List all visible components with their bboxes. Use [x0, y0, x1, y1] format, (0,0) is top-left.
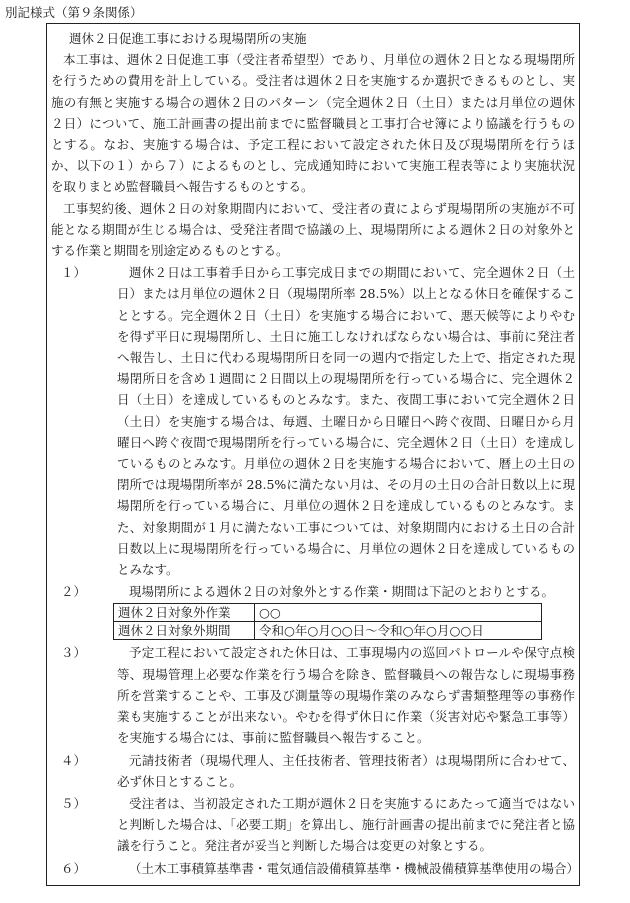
document-body [51, 28, 580, 879]
list-number: ４） [61, 752, 87, 768]
table-cell-label: 週休２日対象外期間 [114, 622, 255, 640]
list-text: 週休２日は工事着手日から工事完成日までの期間において、完全週休２日（土日）または月単位の週休２日（現場閉所率 28.5%）以上となる休日を確保することとする。完全週休２日（土日）を実施する場合において、悪天候等によりやむを得ず平日に現場閉所し、土日に施工しなければならない場合は、事前に発注者へ報告し、土日に代わる現場閉所日を同一の週内で指定した上で、指定された現場閉所日を含め１週間に２日間以上の現場閉所を行っている場合に、完全週休２日（土日）を達成しているものとみなす。また、夜間工事において完全週休２日（土日）を実施する場合は、毎週、土曜日から日曜日へ跨ぐ夜間、日曜日から月曜日へ跨ぐ夜間で現場閉所を行っている場合に、完全週休２日（土日）を達成しているものとみなす。月単位の週休２日を実施する場合において、暦上の土日の閉所では現場閉所率が 28.5%に満たない月は、その月の土日の合計日数以上に現場閉所を行っている場合に、月単位の週休２日を達成しているものとみなす。また、対象期間が１月に満たない工事については、対象期間内における土日の合計日数以上に現場閉所を行っている場合に、月単位の週休２日を達成しているものとみなす。 [117, 265, 575, 578]
list-item-5 [51, 793, 575, 857]
table-cell-label: 週休２日対象外作業 [114, 604, 255, 622]
table-row [114, 604, 542, 622]
list-text: 受注者は、当初設定された工期が週休２日を実施するにあたって適当ではないと判断した場合は、「必要工期」を算出し、施行計画書の提出前までに発注者と協議を行うこと。発注者が妥当と判断した場合は変更の対象とする。 [117, 795, 575, 854]
table-cell-value: 令和○年○月○○日～令和○年○月○○日 [255, 622, 542, 640]
list-number: ６） [61, 860, 87, 876]
list-item-6 [51, 858, 580, 879]
exclusion-table [113, 603, 542, 640]
form-label: 別記様式（第９条関係） [5, 5, 143, 20]
table-row [114, 622, 542, 640]
list-number: ３） [61, 645, 87, 661]
list-item-2 [51, 581, 575, 602]
document-frame [46, 23, 580, 886]
list-number: ５） [61, 795, 87, 811]
list-text: 元請技術者（現場代理人、主任技術者、管理技術者）は現場閉所に合わせて、必ず休日とすること。 [117, 752, 575, 789]
list-item-3 [51, 642, 575, 748]
list-item-1 [51, 262, 575, 580]
table-cell-value: ○○ [255, 604, 542, 622]
scope-paragraph: 工事契約後、週休２日の対象期間内において、受注者の責によらず現場閉所の実施が不可能となる期間が生じる場合は、受発注者間で協議の上、現場閉所による週休２日の対象外とする作業と期間を別途定めるものとする。 [51, 200, 575, 259]
document-title: 週休２日促進工事における現場閉所の実施 [69, 31, 307, 46]
list-item-4 [51, 750, 575, 792]
list-number: ２） [61, 584, 87, 600]
intro-paragraph: 本工事は、週休２日促進工事（受注者希望型）であり、月単位の週休２日となる現場閉所を行うための費用を計上している。受注者は週休２日を実施するか選択できるものとし、実施の有無と実施する場合の週休２日のパターン（完全週休２日（土日）または月単位の週休２日）について、施工計画書の提出前までに監督職員と工事打合せ簿により協議を行うものとする。なお、実施する場合は、予定工程において設定された休日及び現場閉所を行うほか、以下の１）から７）によるものとし、完成通知時において実施工程表等により実施状況を取りまとめ監督職員へ報告するものとする。 [51, 52, 575, 195]
list-text: （土木工事積算基準書・電気通信設備積算基準・機械設備積算基準使用の場合） [129, 860, 580, 876]
list-text: 現場閉所による週休２日の対象外とする作業・期間は下記のとおりとする。 [129, 584, 555, 600]
list-text: 予定工程において設定された休日は、工事現場内の巡回パトロールや保守点検等、現場管理上必要な作業を行う場合を除き、監督職員への報告なしに現場事務所を営業することや、工事及び測量等の現場作業のみならず書類整理等の事務作業も実施することが出来ない。やむを得ず休日に作業（災害対応や緊急工事等）を実施する場合には、事前に監督職員へ報告すること。 [117, 645, 575, 746]
list-number: １） [61, 265, 87, 281]
